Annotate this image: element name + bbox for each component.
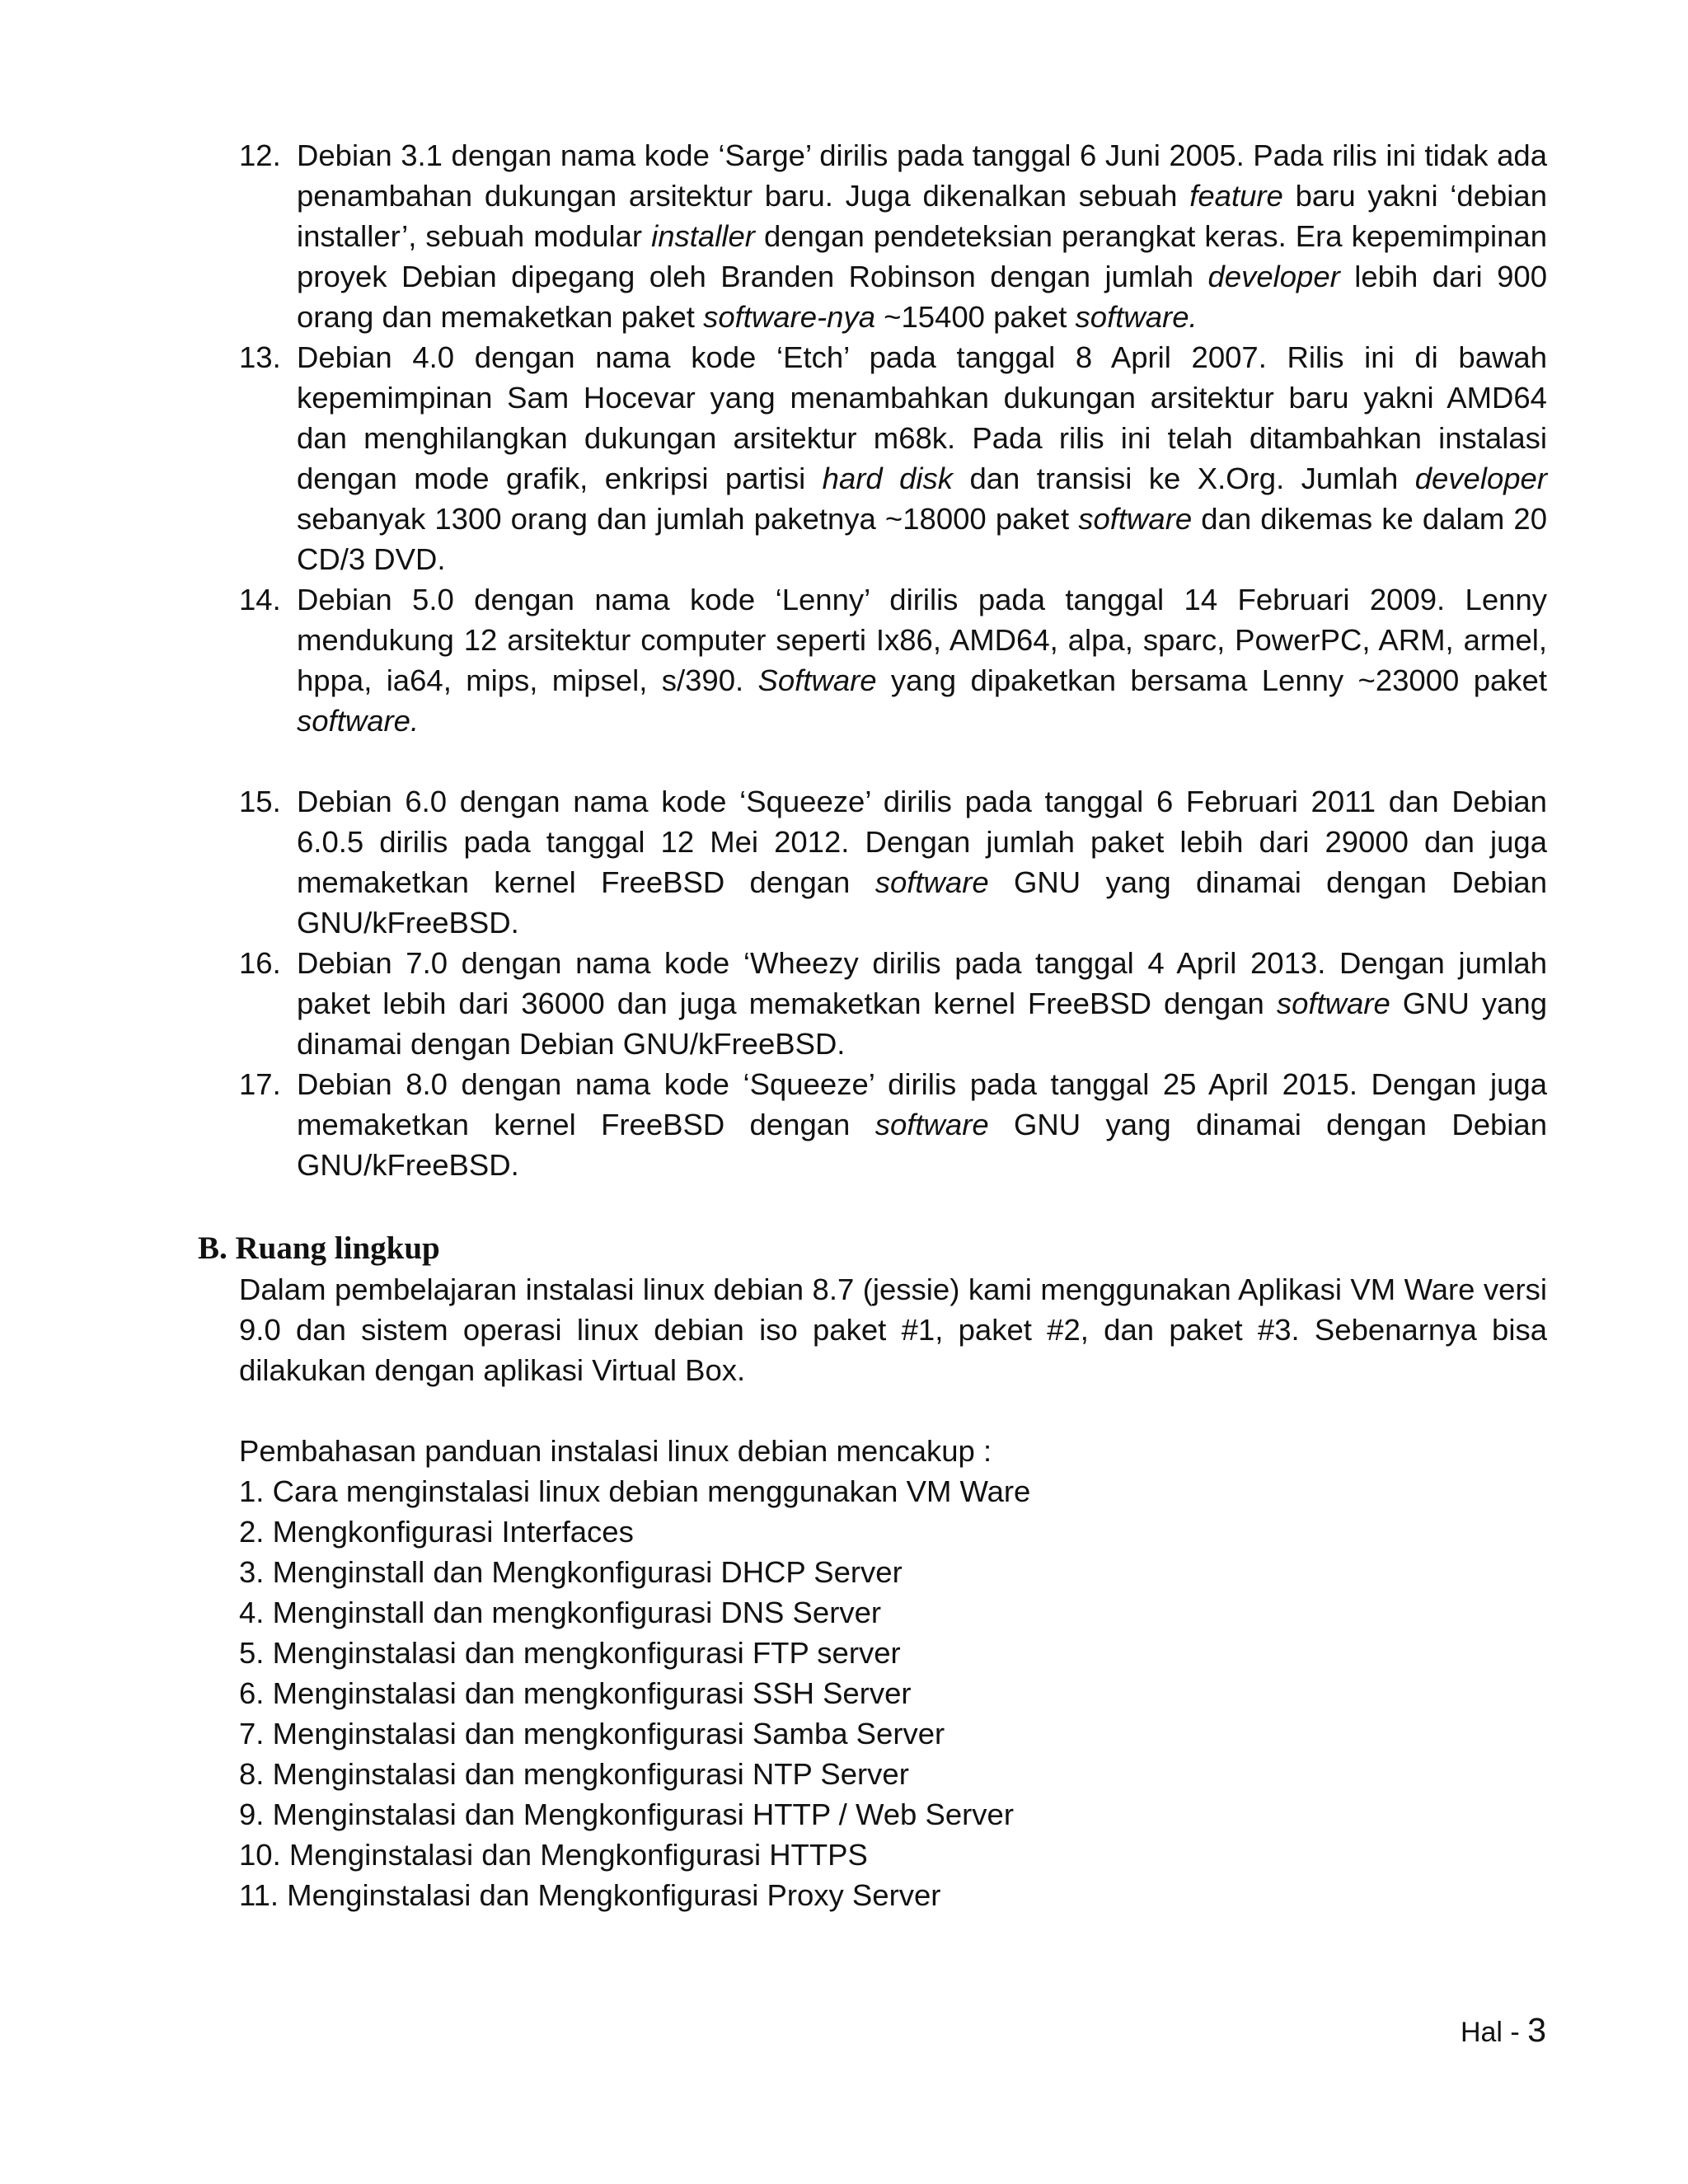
scope-list-intro: Pembahasan panduan instalasi linux debian mencakup :	[239, 1434, 992, 1468]
scope-item: 10. Menginstalasi dan Mengkonfigurasi HTTPS	[239, 1838, 868, 1872]
page-number: 3	[1527, 2011, 1546, 2049]
release-item-number: 13.	[239, 340, 281, 374]
release-item-text: Debian 6.0 dengan nama kode ‘Squeeze’ dirilis pada tanggal 6 Februari 2011 dan Debian 6.0.5 dirilis pada tanggal 12 Mei 2012. Dengan jumlah paket lebih dari 29000 dan juga memaketkan kernel FreeBSD dengan software GNU yang dinamai dengan Debian GNU/kFreeBSD.	[297, 785, 1547, 940]
section-b-body	[239, 1269, 1547, 1915]
page-footer	[1461, 2009, 1546, 2053]
release-item-number: 15.	[239, 785, 281, 818]
release-item-number: 12.	[239, 138, 281, 172]
debian-history-list	[239, 135, 1547, 1185]
scope-item: 3. Menginstall dan Mengkonfigurasi DHCP Server	[239, 1555, 903, 1589]
release-item	[239, 135, 1547, 337]
section-b-heading: B. Ruang lingkup	[198, 1230, 440, 1266]
release-item-text: Debian 5.0 dengan nama kode ‘Lenny’ dirilis pada tanggal 14 Februari 2009. Lenny mendukung 12 arsitektur computer seperti Ix86, AMD64, alpa, sparc, PowerPC, ARM, armel, hppa, ia64, mips, mipsel, s/390. Software yang dipaketkan bersama Lenny ~23000 paket software.	[297, 583, 1547, 738]
release-item	[239, 781, 1547, 943]
scope-list	[239, 1471, 1547, 1915]
release-item-text: Debian 3.1 dengan nama kode ‘Sarge’ dirilis pada tanggal 6 Juni 2005. Pada rilis ini tidak ada penambahan dukungan arsitektur baru. Juga dikenalkan sebuah feature baru yakni ‘debian installer’, sebuah modular installer dengan pendeteksian perangkat keras. Era kepemimpinan proyek Debian dipegang oleh Branden Robinson dengan jumlah developer lebih dari 900 orang dan memaketkan paket software-nya ~15400 paket software.	[297, 138, 1548, 334]
scope-item: 4. Menginstall dan mengkonfigurasi DNS Server	[239, 1596, 882, 1629]
scope-item: 7. Menginstalasi dan mengkonfigurasi Samba Server	[239, 1717, 945, 1750]
release-item-text: Debian 4.0 dengan nama kode ‘Etch’ pada tanggal 8 April 2007. Rilis ini di bawah kepemimpinan Sam Hocevar yang menambahkan dukungan arsitektur baru yakni AMD64 dan menghilangkan dukungan arsitektur m68k. Pada rilis ini telah ditambahkan instalasi dengan mode grafik, enkripsi partisi hard disk dan transisi ke X.Org. Jumlah developer sebanyak 1300 orang dan jumlah paketnya ~18000 paket software dan dikemas ke dalam 20 CD/3 DVD.	[297, 340, 1548, 576]
release-item-text: Debian 8.0 dengan nama kode ‘Squeeze’ dirilis pada tanggal 25 April 2015. Dengan juga memaketkan kernel FreeBSD dengan software GNU yang dinamai dengan Debian GNU/kFreeBSD.	[297, 1067, 1547, 1182]
release-item-number: 17.	[239, 1067, 281, 1101]
paragraph-spacer	[239, 1390, 1547, 1431]
release-item	[239, 1064, 1547, 1185]
release-item-number: 16.	[239, 946, 281, 980]
release-list	[239, 135, 1547, 1185]
release-item	[239, 943, 1547, 1064]
scope-item: 6. Menginstalasi dan mengkonfigurasi SSH Server	[239, 1676, 912, 1710]
section-b-intro: Dalam pembelajaran instalasi linux debian 8.7 (jessie) kami menggunakan Aplikasi VM Ware versi 9.0 dan sistem operasi linux debian iso paket #1, paket #2, dan paket #3. Sebenarnya bisa dilakukan dengan aplikasi Virtual Box.	[239, 1272, 1547, 1387]
scope-item: 11. Menginstalasi dan Mengkonfigurasi Proxy Server	[239, 1878, 941, 1912]
page-label: Hal -	[1460, 2017, 1528, 2048]
release-item	[239, 579, 1547, 741]
release-item	[239, 337, 1547, 579]
scope-item: 2. Mengkonfigurasi Interfaces	[239, 1515, 634, 1549]
scope-item: 1. Cara menginstalasi linux debian menggunakan VM Ware	[239, 1474, 1031, 1508]
release-item-number: 14.	[239, 583, 281, 616]
scope-item: 9. Menginstalasi dan Mengkonfigurasi HTTP / Web Server	[239, 1797, 1014, 1831]
scope-item: 8. Menginstalasi dan mengkonfigurasi NTP Server	[239, 1757, 909, 1791]
release-item-text: Debian 7.0 dengan nama kode ‘Wheezy dirilis pada tanggal 4 April 2013. Dengan jumlah paket lebih dari 36000 dan juga memaketkan kernel FreeBSD dengan software GNU yang dinamai dengan Debian GNU/kFreeBSD.	[297, 946, 1547, 1061]
scope-item: 5. Menginstalasi dan mengkonfigurasi FTP server	[239, 1636, 901, 1670]
section-b	[198, 1228, 1547, 1915]
